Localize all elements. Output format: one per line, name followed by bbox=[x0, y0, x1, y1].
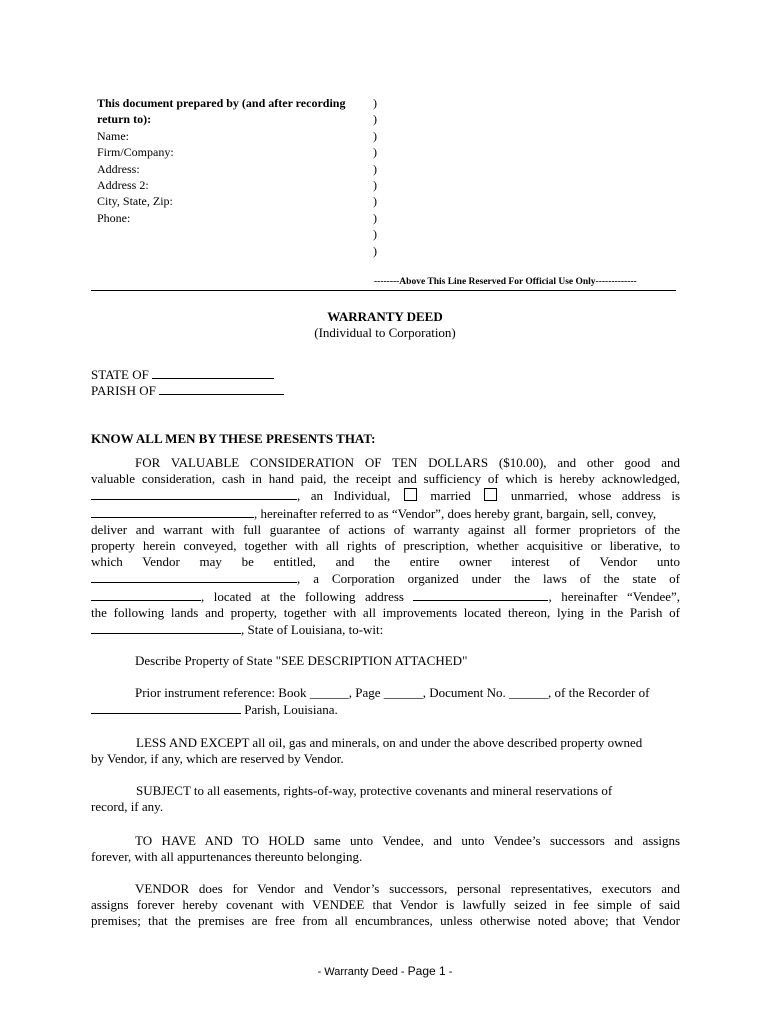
habendum-line1: TO HAVE AND TO HOLD same unto Vendee, and unto Vendee’s successors and assigns bbox=[135, 833, 680, 848]
prior-instrument-paragraph bbox=[91, 685, 680, 718]
para-line bbox=[91, 505, 680, 522]
married-label: married bbox=[430, 488, 471, 504]
document-subtitle: (Individual to Corporation) bbox=[314, 325, 456, 340]
paren: ) bbox=[373, 128, 377, 143]
vendor-address-blank[interactable] bbox=[91, 505, 254, 518]
prior-instrument-line: Prior instrument reference: Book ______, Page ______, Document No. ______, of the Recorder of bbox=[135, 685, 650, 700]
covenant-line3: premises; that the premises are free from all encumbrances, unless otherwise noted above; that Vendor bbox=[91, 913, 680, 929]
married-checkbox[interactable] bbox=[404, 488, 417, 501]
parish-blank[interactable] bbox=[159, 382, 284, 395]
covenant-line2: assigns forever hereby covenant with VENDEE that Vendor is lawfully seized in fee simple of said bbox=[91, 897, 680, 913]
paren: ) bbox=[373, 210, 377, 225]
vendee-state-blank[interactable] bbox=[91, 588, 201, 601]
vendor-covenant-paragraph bbox=[91, 881, 680, 930]
located-at-text: , located at the following address bbox=[201, 588, 404, 604]
para-line: FOR VALUABLE CONSIDERATION OF TEN DOLLARS ($10.00), and other good and bbox=[135, 455, 680, 470]
describe-property-line: Describe Property of State "SEE DESCRIPTION ATTACHED" bbox=[135, 653, 468, 668]
page-number: Page 1 bbox=[407, 964, 446, 978]
paren: ) bbox=[373, 161, 377, 176]
property-parish-blank[interactable] bbox=[91, 621, 241, 634]
prepared-by-line2: return to): bbox=[97, 112, 152, 127]
preparer-block bbox=[97, 95, 345, 226]
paren: ) bbox=[373, 112, 377, 127]
recording-divider bbox=[91, 290, 676, 291]
less-and-except-paragraph bbox=[91, 735, 680, 767]
state-of-line bbox=[91, 366, 274, 383]
para-line-parish bbox=[91, 621, 680, 638]
less-except-line2: by Vendor, if any, which are reserved by Vendor. bbox=[91, 751, 344, 767]
vendee-name-blank[interactable] bbox=[91, 570, 297, 583]
para-line: the following lands and property, together with all improvements located thereon, lying in the Parish of bbox=[91, 604, 680, 620]
paren: ) bbox=[373, 96, 377, 110]
vendor-name-blank[interactable] bbox=[91, 487, 297, 500]
para-line: valuable consideration, cash in hand paid, the receipt and sufficiency of which is hereby acknowledged, bbox=[91, 471, 680, 487]
covenant-line1: VENDOR does for Vendor and Vendor’s successors, personal representatives, executors and bbox=[135, 881, 680, 896]
para-line: property herein conveyed, together with all rights of prescription, whether acquisitive or liberative, to bbox=[91, 538, 680, 554]
prepared-by-line1: This document prepared by (and after recording bbox=[97, 96, 346, 110]
paren: ) bbox=[373, 227, 377, 242]
footer-tail: - bbox=[445, 966, 453, 978]
individual-text: , an Individual, bbox=[297, 488, 391, 504]
prior-instrument-parish-line bbox=[91, 701, 680, 718]
recorder-parish-blank[interactable] bbox=[91, 701, 241, 714]
paren: ) bbox=[373, 194, 377, 209]
paren: ) bbox=[373, 178, 377, 193]
hereinafter-vendee-text: , hereinafter “Vendee”, bbox=[548, 588, 681, 604]
subject-to-paragraph bbox=[91, 783, 680, 815]
subject-line1: SUBJECT to all easements, rights-of-way, protective covenants and mineral reservations of bbox=[136, 783, 613, 798]
vendor-clause: , hereinafter referred to as “Vendor”, does hereby grant, bargain, sell, convey, bbox=[254, 505, 657, 521]
parish-of-label: PARISH OF bbox=[91, 383, 156, 398]
vendee-address-blank[interactable] bbox=[413, 588, 548, 601]
paren-column bbox=[373, 95, 377, 259]
habendum-paragraph bbox=[91, 833, 680, 865]
corporation-clause: , a Corporation organized under the laws of the state of bbox=[297, 571, 680, 587]
field-address: Address: bbox=[97, 161, 140, 176]
para-line-vendor bbox=[91, 487, 680, 504]
field-address2: Address 2: bbox=[97, 178, 149, 193]
para-line-vendee bbox=[91, 570, 680, 587]
unmarried-checkbox[interactable] bbox=[484, 488, 497, 501]
know-all-men-heading: KNOW ALL MEN BY THESE PRESENTS THAT: bbox=[91, 431, 376, 446]
less-except-line1: LESS AND EXCEPT all oil, gas and minerals, on and under the above described property owned bbox=[136, 735, 643, 750]
para-line-vendee-address bbox=[91, 588, 680, 605]
parish-of-line bbox=[91, 382, 284, 399]
para-line: which Vendor may be entitled, and the entire owner interest of Vendor unto bbox=[91, 554, 680, 570]
state-of-label: STATE OF bbox=[91, 367, 149, 382]
para-line: deliver and warrant with full guarantee of actions of warranty against all former proprietors of the bbox=[91, 521, 680, 537]
paren: ) bbox=[373, 243, 377, 258]
paren: ) bbox=[373, 145, 377, 160]
parish-louisiana-text: Parish, Louisiana. bbox=[244, 702, 338, 718]
field-firm: Firm/Company: bbox=[97, 145, 174, 160]
subject-line2: record, if any. bbox=[91, 799, 164, 815]
reserved-line-label: --------Above This Line Reserved For Official Use Only------------- bbox=[374, 277, 637, 287]
field-phone: Phone: bbox=[97, 210, 131, 225]
unmarried-label: unmarried, whose address is bbox=[510, 488, 681, 504]
field-name: Name: bbox=[97, 128, 129, 143]
field-city-state-zip: City, State, Zip: bbox=[97, 194, 173, 209]
state-louisiana-text: , State of Louisiana, to-wit: bbox=[241, 622, 384, 638]
footer-label: - Warranty Deed - bbox=[317, 966, 408, 978]
page-footer bbox=[0, 964, 770, 978]
habendum-line2: forever, with all appurtenances thereunto belonging. bbox=[91, 849, 363, 865]
state-blank[interactable] bbox=[152, 366, 274, 379]
consideration-paragraph bbox=[91, 455, 680, 638]
document-title: WARRANTY DEED bbox=[327, 309, 443, 324]
